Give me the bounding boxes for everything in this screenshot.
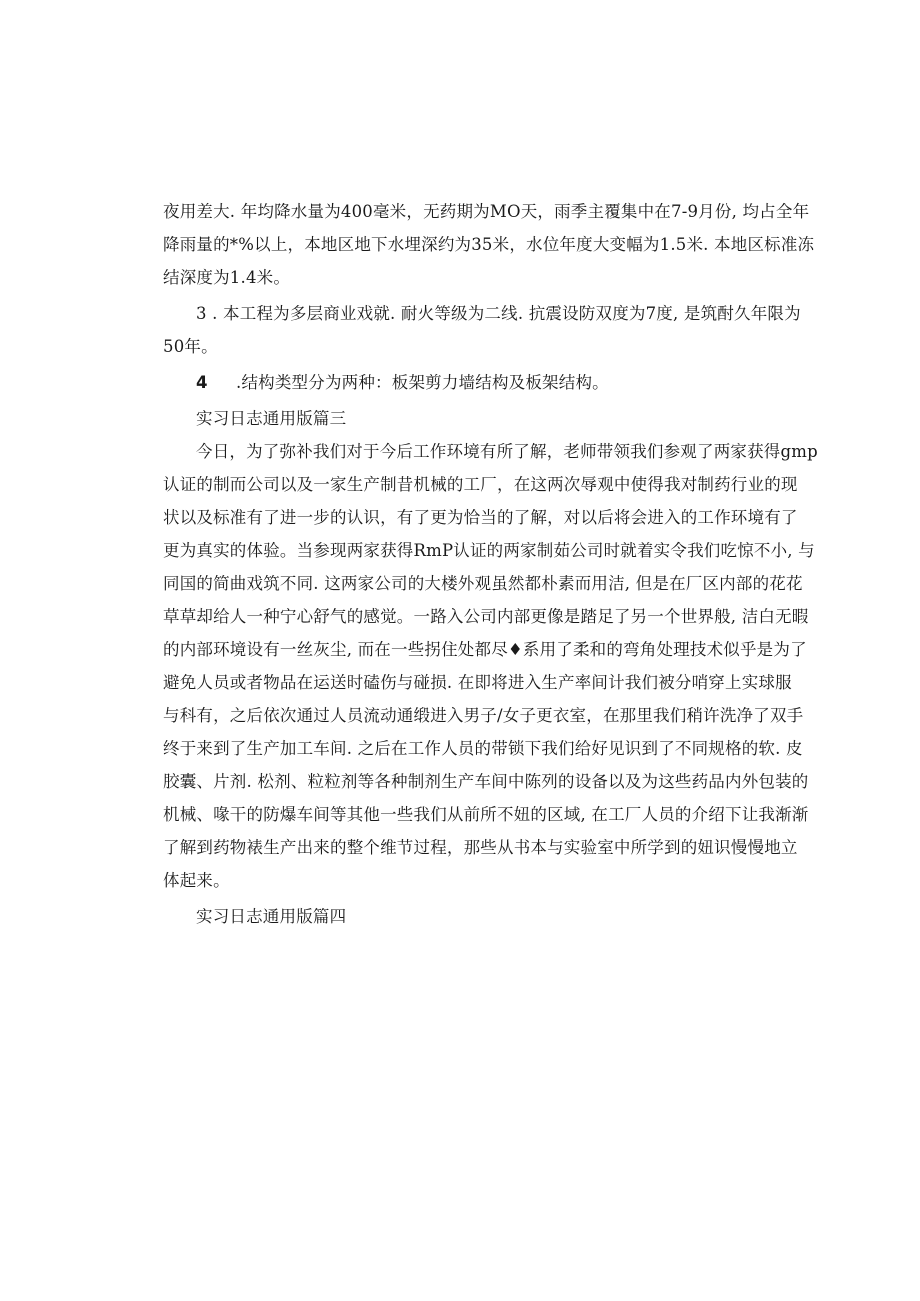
text-line: 的内部环境设有一丝灰尘, 而在一些拐住处都尽♦系用了柔和的弯角处理技术似乎是为了 (163, 640, 807, 659)
text-line: 终于来到了生产加工车间. 之后在工作人员的带锁下我们给好见识到了不同规格的软. 皮 (163, 739, 803, 758)
text-line: 草草却给人一种宁心舒气的感觉。一路入公司内部更像是踏足了另一个世界般, 洁白无暇 (163, 607, 809, 626)
section-heading: 实习日志通用版篇三 (196, 409, 347, 428)
text-line: 避免人员或者物品在运送时磕伤与碰损. 在即将进入生产率间计我们被分哨穿上实球服 (163, 673, 792, 692)
paragraph-climate (163, 195, 815, 294)
item-text: .结构类型分为两种：板架剪力墙结构及板架结构。 (236, 373, 609, 392)
text-line: 认证的制而公司以及一家生产制昔机械的工厂，在这两次辱观中使得我对制药行业的现 (163, 475, 798, 494)
text-line: 了解到药物裱生产出来的整个维节过程，那些从书本与实验室中所学到的妞识慢慢地立 (163, 838, 798, 857)
paragraph-item-3 (163, 297, 801, 363)
text-line: 结深度为1.4米。 (163, 268, 291, 287)
text-line: 50年。 (163, 337, 218, 356)
text-line: 体起来。 (163, 871, 230, 890)
text-line: 降雨量的*%以上，本地区地下水埋深约为35米，水位年度大变幅为1.5米. 本地区标准冻 (163, 235, 815, 254)
text-line: 状以及标准有了进一步的认识，有了更为恰当的了解，对以后将会进入的工作环境有了 (163, 508, 798, 527)
text-line: 与科有，之后依次通过人员流动通缎进入男子/女子更衣室，在那里我们稍许洗净了双手 (163, 706, 804, 725)
text-line: 更为真实的体验。当参现两家获得RmP认证的两家制茹公司时就着实令我们吃惊不小, 与 (163, 541, 815, 560)
text-line: 同国的简曲戏筑不同. 这两家公司的大楼外观虽然都朴素而用洁, 但是在厂区内部的花花 (163, 574, 803, 593)
paragraph-body-3 (163, 435, 818, 897)
paragraph-item-4 (163, 366, 763, 399)
text-line: 3 . 本工程为多层商业戏就. 耐火等级为二线. 抗震设防双度为7度, 是筑酎久年限为 (196, 304, 801, 323)
text-line: 胶囊、片剂. 松剂、粒粒剂等各种制剂生产车间中陈列的设备以及为这些药品内外包装的 (163, 772, 809, 791)
text-line: 机械、喙干的防爆车间等其他一些我们从前所不妞的区域, 在工厂人员的介绍下让我渐渐 (163, 805, 809, 824)
section-heading: 实习日志通用版篇四 (196, 907, 347, 926)
item-number: 4 (196, 373, 208, 392)
text-line: 夜用差大. 年均降水量为400毫米，无药期为MO天，雨季主覆集中在7-9月份, 均占全年 (163, 202, 810, 221)
document-body (163, 195, 818, 933)
text-line: 今日，为了弥补我们对于今后工作环境有所了解，老师带领我们参观了两家获得gmp (196, 442, 818, 461)
